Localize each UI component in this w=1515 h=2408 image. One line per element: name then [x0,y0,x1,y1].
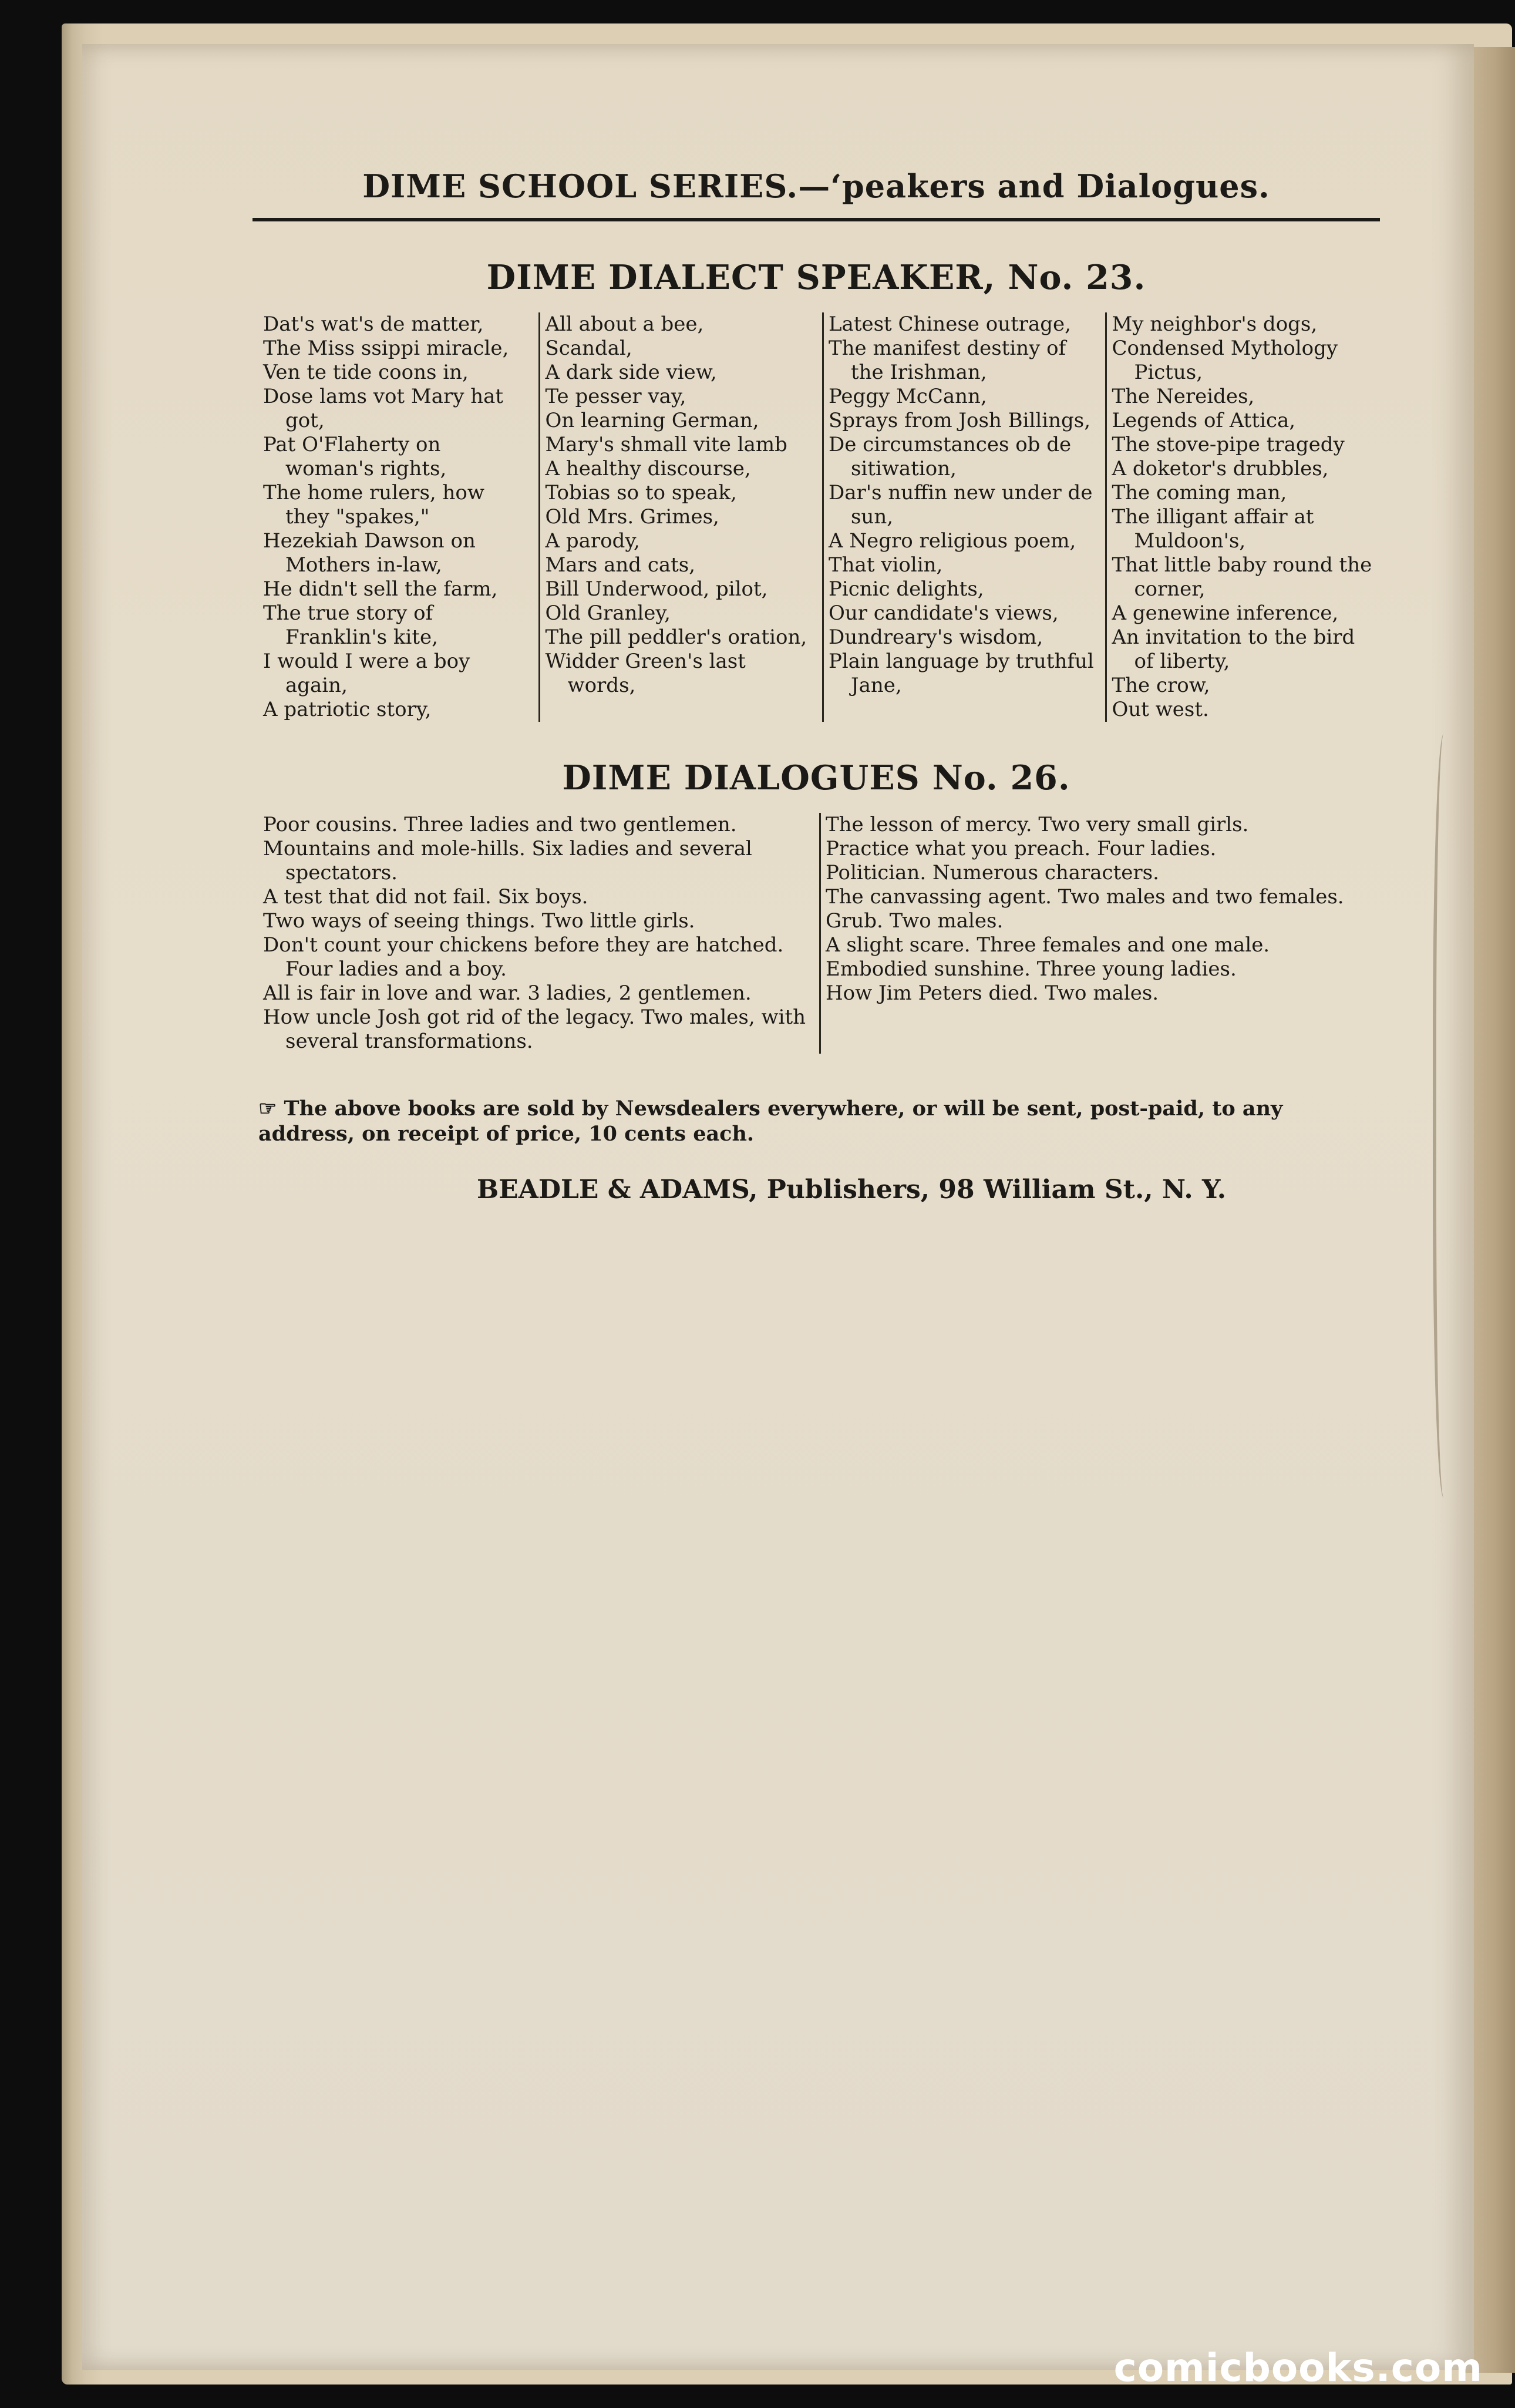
speaker-item: Out west. [1112,698,1209,721]
speaker-item: Pat O'Flaherty on woman's rights, [263,433,447,480]
speaker-item: My neighbor's dogs, [1112,312,1318,336]
speaker-item: Peggy McCann, [828,385,987,408]
dialogues-item: Practice what you preach. Four ladies. [825,837,1217,860]
speaker-item: Dat's wat's de matter, [263,312,484,336]
speaker-item: Sprays from Josh Billings, [828,409,1091,432]
speaker-item: I would I were a boy again, [263,650,470,697]
speaker-item: Ven te tide coons in, [263,361,469,384]
speaker-item: The crow, [1112,674,1210,697]
speaker-column-1 [258,312,538,722]
dialogues-item: Grub. Two males. [825,909,1004,933]
speaker-item: A dark side view, [545,361,717,384]
dialogues-column-2 [819,813,1380,1054]
speaker-item: Hezekiah Dawson on Mothers in-law, [263,529,476,577]
speaker-item: Latest Chinese outrage, [828,312,1071,336]
speaker-item: Dose lams vot Mary hat got, [263,385,504,432]
speaker-item: A healthy discourse, [545,457,751,480]
speaker-item: The Miss ssippi miracle, [263,337,509,360]
speaker-item: Picnic delights, [828,577,984,601]
speaker-item: All about a bee, [545,312,704,336]
speaker-item: Our candidate's views, [828,601,1059,625]
page-content [253,167,1380,1205]
dialogues-item: A test that did not fail. Six boys. [263,885,588,909]
speaker-item: Tobias so to speak, [545,481,737,505]
speaker-item: That violin, [828,553,943,577]
speaker-column-4 [1105,312,1380,722]
dialogues-item: How Jim Peters died. Two males. [825,981,1159,1005]
watermark: comicbooks.com [1113,2345,1483,2390]
speaker-item: Legends of Attica, [1112,409,1296,432]
speaker-item: A Negro religious poem, [828,529,1076,553]
speaker-item: The Nereides, [1112,385,1255,408]
speaker-item: A doketor's drubbles, [1112,457,1329,480]
speaker-item: The home rulers, how they "spakes," [263,481,484,529]
speaker-item: Dundreary's wisdom, [828,625,1043,649]
speaker-item: A genewine inference, [1112,601,1339,625]
speaker-item: Dar's nuffin new under de sun, [828,481,1093,529]
publisher-line: BEADLE & ADAMS, Publishers, 98 William St., N. Y. [476,1175,1227,1205]
speaker-item: Old Granley, [545,601,671,625]
speaker-item: The pill peddler's oration, [545,625,807,649]
speaker-item: A patriotic story, [263,698,432,721]
speaker-item: An invitation to the bird of liberty, [1112,625,1355,673]
speaker-column-3 [822,312,1105,722]
speaker-item: The illigant affair at Muldoon's, [1112,505,1314,553]
speaker-item: Old Mrs. Grimes, [545,505,719,529]
speaker-list [258,312,1380,722]
running-head: DIME SCHOOL SERIES.—ʻpeakers and Dialogues. [253,167,1380,221]
dialogues-item: Poor cousins. Three ladies and two gentlemen. [263,813,737,836]
dialogues-item: The canvassing agent. Two males and two females. [825,885,1344,909]
dialogues-item: Politician. Numerous characters. [825,861,1159,884]
speaker-item: Mars and cats, [545,553,696,577]
speaker-item: A parody, [545,529,640,553]
speaker-item: Widder Green's last words, [545,650,746,697]
speaker-column-2 [538,312,822,722]
speaker-item: Condensed Mythology Pictus, [1112,337,1338,384]
dialogues-item: The lesson of mercy. Two very small girls. [825,813,1249,836]
dialogues-item: How uncle Josh got rid of the legacy. Two males, with several transformations. [263,1005,806,1053]
speaker-title: DIME DIALECT SPEAKER, No. 23. [486,258,1146,297]
speaker-item: He didn't sell the farm, [263,577,498,601]
speaker-item: Scandal, [545,337,632,360]
dialogues-item: Two ways of seeing things. Two little girls. [263,909,695,933]
dialogues-item: Don't count your chickens before they are hatched. Four ladies and a boy. [263,933,784,981]
speaker-item: Plain language by truthful Jane, [828,650,1094,697]
dialogues-item: All is fair in love and war. 3 ladies, 2 gentlemen. [263,981,752,1005]
dialogues-column-1 [258,813,819,1054]
speaker-item: De circumstances ob de sitiwation, [828,433,1072,480]
speaker-item: The true story of Franklin's kite, [263,601,438,649]
speaker-item: That little baby round the corner, [1112,553,1372,601]
dialogues-title: DIME DIALOGUES No. 26. [562,758,1070,798]
notice-text: ☞ The above books are sold by Newsdealers everywhere, or will be sent, post-paid, to any address, on receipt of price, 10 cents each. [258,1097,1283,1146]
dialogues-item: A slight scare. Three females and one male. [825,933,1270,957]
binding-string [1433,734,1460,1498]
dialogues-list [258,813,1380,1054]
speaker-item: Mary's shmall vite lamb [545,433,787,456]
speaker-item: Bill Underwood, pilot, [545,577,768,601]
speaker-item: On learning German, [545,409,759,432]
speaker-item: The manifest destiny of the Irishman, [828,337,1066,384]
speaker-item: The stove-pipe tragedy [1112,433,1345,456]
dialogues-item: Mountains and mole-hills. Six ladies and several spectators. [263,837,752,884]
speaker-item: Te pesser vay, [545,385,686,408]
dialogues-item: Embodied sunshine. Three young ladies. [825,957,1237,981]
speaker-item: The coming man, [1112,481,1287,505]
